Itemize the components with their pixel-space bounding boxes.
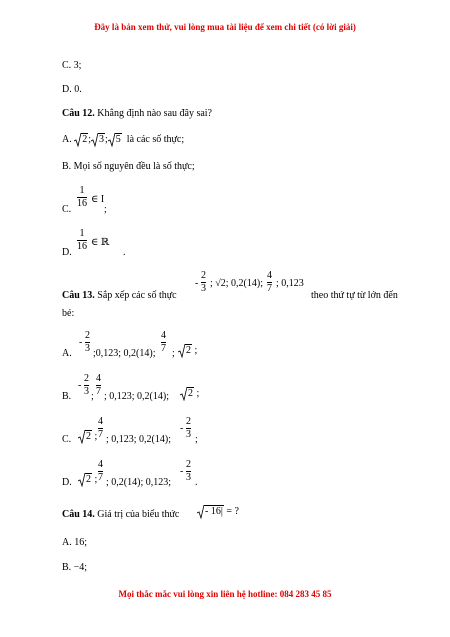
fraction: 4 7: [98, 459, 103, 483]
sqrt-icon: [197, 506, 224, 517]
q13-label: Câu 13.: [62, 290, 95, 301]
q13-b-prefix: B.: [62, 391, 72, 402]
sqrt-icon: 2: [180, 388, 194, 399]
q13-d-prefix: D.: [62, 477, 72, 488]
fraction: 2 3: [186, 459, 191, 483]
q13-text3: bé:: [62, 308, 75, 319]
q11-option-d: D. 0.: [62, 84, 82, 95]
q13-b-root: 2 ;: [180, 388, 199, 399]
fraction: 2 3: [85, 330, 90, 354]
q13-a-mid: ;0,123; 0,2(14);: [93, 348, 156, 359]
minus-sign: -: [78, 380, 82, 391]
q13-c-prefix: C.: [62, 434, 72, 445]
q13-set-end: ; 0,123: [276, 278, 304, 289]
q12-d-end: .: [123, 247, 126, 258]
fraction: 1 16: [77, 185, 87, 209]
minus-sign: -: [180, 423, 184, 434]
fraction: 4 7: [98, 416, 103, 440]
q12-label: Câu 12.: [62, 108, 95, 119]
q13-c-semi: ;: [195, 434, 198, 445]
q14-label: Câu 14.: [62, 509, 95, 520]
q13-set-neg: -: [195, 278, 199, 289]
q14-option-b: B. −4;: [62, 562, 88, 573]
q13-question: [62, 290, 177, 301]
q14-question: [62, 509, 179, 520]
q12-c-end: ;: [104, 204, 107, 215]
q12-option-b: B. Mọi số nguyên đều là số thực;: [62, 161, 195, 172]
q12-c-prefix: C.: [62, 204, 72, 215]
fraction: 2 3: [201, 270, 206, 294]
q13-d-root: 2 ;: [78, 474, 97, 485]
sqrt-icon: 5: [108, 134, 122, 145]
q13-d-dot: .: [195, 477, 198, 488]
header-notice: Đây là bản xem thử, vui lòng mua tài liệu để xem chi tiết (có lời giải): [94, 22, 356, 32]
q13-a-prefix: A.: [62, 348, 72, 359]
fraction: 2 3: [84, 373, 89, 397]
fraction: 1 16: [77, 228, 87, 252]
q12-option-a: A. 2; 3; 5 là các số thực;: [62, 134, 185, 145]
q13-text2: theo thứ tự từ lớn đến: [311, 290, 398, 301]
q12-a-suffix: là các số thực;: [126, 134, 185, 145]
q14-expr: [197, 506, 239, 517]
fraction: 2 3: [186, 416, 191, 440]
q13-d-mid: ; 0,2(14); 0,123;: [106, 477, 171, 488]
sqrt-icon: 3: [91, 134, 105, 145]
q13-b-semi: ;: [91, 391, 94, 402]
fraction: 4 7: [96, 373, 101, 397]
q14-option-a: A. 16;: [62, 537, 87, 548]
q13-a-root: 2 ;: [178, 345, 197, 356]
q12-a-prefix: A.: [62, 134, 72, 145]
sqrt-icon: 2: [74, 134, 88, 145]
minus-sign: -: [79, 337, 83, 348]
q12-text: Khẳng định nào sau đây sai?: [97, 108, 212, 119]
sqrt-icon: 2: [178, 345, 192, 356]
q12-d-rel: ∈ ℝ: [91, 237, 110, 248]
footer-hotline: Mọi thắc mắc vui lòng xin liên hệ hotline: 084 283 45 85: [118, 589, 332, 599]
sqrt-icon: 2: [78, 431, 92, 442]
minus-sign: -: [180, 466, 184, 477]
q13-set-mid: ; √2; 0,2(14);: [210, 278, 263, 289]
q14-eq: = ?: [226, 506, 239, 517]
fraction: 4 7: [161, 330, 166, 354]
sqrt-icon: 2: [78, 474, 92, 485]
q11-option-c: C. 3;: [62, 60, 82, 71]
q12-c-rel: ∈ I: [91, 194, 105, 205]
q12-question: [62, 108, 212, 119]
fraction: 4 7: [267, 270, 272, 294]
q13-text: Sắp xếp các số thực: [97, 290, 177, 301]
q14-text: Giá trị của biểu thức: [97, 509, 180, 520]
q13-c-mid: ; 0,123; 0,2(14);: [106, 434, 171, 445]
q13-c-root: 2 ;: [78, 431, 97, 442]
abs-value: - 16|: [205, 506, 223, 517]
q12-d-prefix: D.: [62, 247, 72, 258]
q13-a-semi: ;: [172, 348, 175, 359]
q13-b-mid: ; 0,123; 0,2(14);: [104, 391, 169, 402]
